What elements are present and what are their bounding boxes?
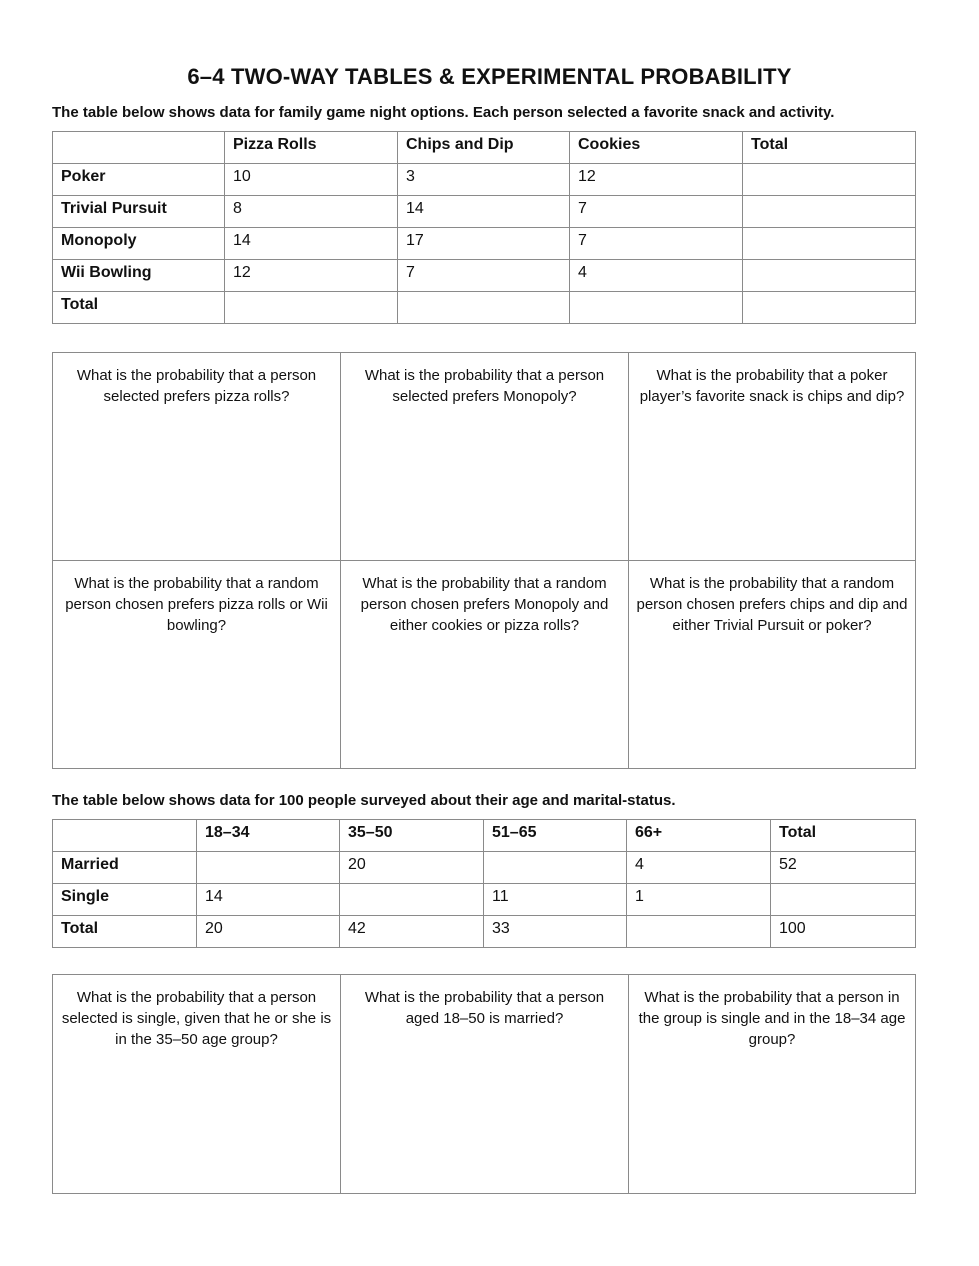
header-total: Total bbox=[743, 132, 916, 164]
header-66-plus: 66+ bbox=[627, 820, 771, 852]
age-marital-table bbox=[52, 819, 916, 948]
row-label-poker: Poker bbox=[53, 164, 225, 196]
table-cell: 12 bbox=[225, 260, 398, 292]
table-cell: 100 bbox=[771, 916, 916, 948]
table-row bbox=[53, 164, 916, 196]
table-row bbox=[53, 228, 916, 260]
header-cookies: Cookies bbox=[570, 132, 743, 164]
table2-intro: The table below shows data for 100 people surveyed about their age and marital-status. bbox=[52, 792, 676, 809]
table-cell: 11 bbox=[484, 884, 627, 916]
table-row bbox=[53, 852, 916, 884]
table-cell-blank bbox=[398, 292, 570, 324]
page-title: 6–4 TWO-WAY TABLES & EXPERIMENTAL PROBABILITY bbox=[187, 64, 792, 89]
table-cell-blank bbox=[225, 292, 398, 324]
table-cell: 17 bbox=[398, 228, 570, 260]
table-cell-blank bbox=[743, 292, 916, 324]
table-cell: 12 bbox=[570, 164, 743, 196]
table-cell: 52 bbox=[771, 852, 916, 884]
table-row bbox=[53, 196, 916, 228]
table-row bbox=[53, 292, 916, 324]
row-label-total: Total bbox=[53, 292, 225, 324]
row-label-married: Married bbox=[53, 852, 197, 884]
question-box: What is the probability that a person selected prefers pizza rolls? bbox=[53, 353, 341, 561]
snack-activity-table bbox=[52, 131, 916, 324]
header-pizza-rolls: Pizza Rolls bbox=[225, 132, 398, 164]
table-cell-blank bbox=[743, 164, 916, 196]
table-cell: 3 bbox=[398, 164, 570, 196]
table-row bbox=[53, 916, 916, 948]
table-cell: 4 bbox=[627, 852, 771, 884]
table-row bbox=[53, 884, 916, 916]
table-cell: 14 bbox=[225, 228, 398, 260]
row-label-trivial-pursuit: Trivial Pursuit bbox=[53, 196, 225, 228]
question-box: What is the probability that a person aged 18–50 is married? bbox=[341, 975, 629, 1194]
question-box: What is the probability that a person selected is single, given that he or she is in the 35–50 age group? bbox=[53, 975, 341, 1194]
question-box: What is the probability that a person selected prefers Monopoly? bbox=[341, 353, 629, 561]
table-cell-blank bbox=[197, 852, 340, 884]
table-cell: 14 bbox=[197, 884, 340, 916]
table-cell: 33 bbox=[484, 916, 627, 948]
table-cell-blank bbox=[743, 260, 916, 292]
table-cell-blank bbox=[627, 916, 771, 948]
table-cell-blank bbox=[771, 884, 916, 916]
table-cell-blank bbox=[743, 228, 916, 260]
row-label-single: Single bbox=[53, 884, 197, 916]
table-cell: 20 bbox=[340, 852, 484, 884]
table-cell: 10 bbox=[225, 164, 398, 196]
question-box: What is the probability that a person in the group is single and in the 18–34 age group? bbox=[629, 975, 916, 1194]
table1-intro: The table below shows data for family game night options. Each person selected a favorite snack and activity. bbox=[52, 104, 835, 121]
header-chips-and-dip: Chips and Dip bbox=[398, 132, 570, 164]
table-cell-blank bbox=[743, 196, 916, 228]
table-cell: 4 bbox=[570, 260, 743, 292]
row-label-monopoly: Monopoly bbox=[53, 228, 225, 260]
header-cell-empty bbox=[53, 132, 225, 164]
table-cell-blank bbox=[570, 292, 743, 324]
question-grid-1 bbox=[52, 352, 916, 769]
table-cell-blank bbox=[484, 852, 627, 884]
header-cell-empty bbox=[53, 820, 197, 852]
table-cell: 7 bbox=[398, 260, 570, 292]
table-cell: 20 bbox=[197, 916, 340, 948]
table-cell: 14 bbox=[398, 196, 570, 228]
table-cell: 7 bbox=[570, 196, 743, 228]
question-grid-2 bbox=[52, 974, 916, 1194]
question-box: What is the probability that a random person chosen prefers Monopoly and either cookies or pizza rolls? bbox=[341, 561, 629, 769]
header-total: Total bbox=[771, 820, 916, 852]
table-cell: 42 bbox=[340, 916, 484, 948]
table-cell: 7 bbox=[570, 228, 743, 260]
header-35-50: 35–50 bbox=[340, 820, 484, 852]
question-box: What is the probability that a poker player’s favorite snack is chips and dip? bbox=[629, 353, 916, 561]
row-label-total: Total bbox=[53, 916, 197, 948]
table-cell: 8 bbox=[225, 196, 398, 228]
table-header-row bbox=[53, 820, 916, 852]
table-header-row bbox=[53, 132, 916, 164]
header-18-34: 18–34 bbox=[197, 820, 340, 852]
header-51-65: 51–65 bbox=[484, 820, 627, 852]
table-cell: 1 bbox=[627, 884, 771, 916]
table-cell-blank bbox=[340, 884, 484, 916]
table-row bbox=[53, 260, 916, 292]
row-label-wii-bowling: Wii Bowling bbox=[53, 260, 225, 292]
question-box: What is the probability that a random person chosen prefers chips and dip and either Trivial Pursuit or poker? bbox=[629, 561, 916, 769]
question-box: What is the probability that a random person chosen prefers pizza rolls or Wii bowling? bbox=[53, 561, 341, 769]
